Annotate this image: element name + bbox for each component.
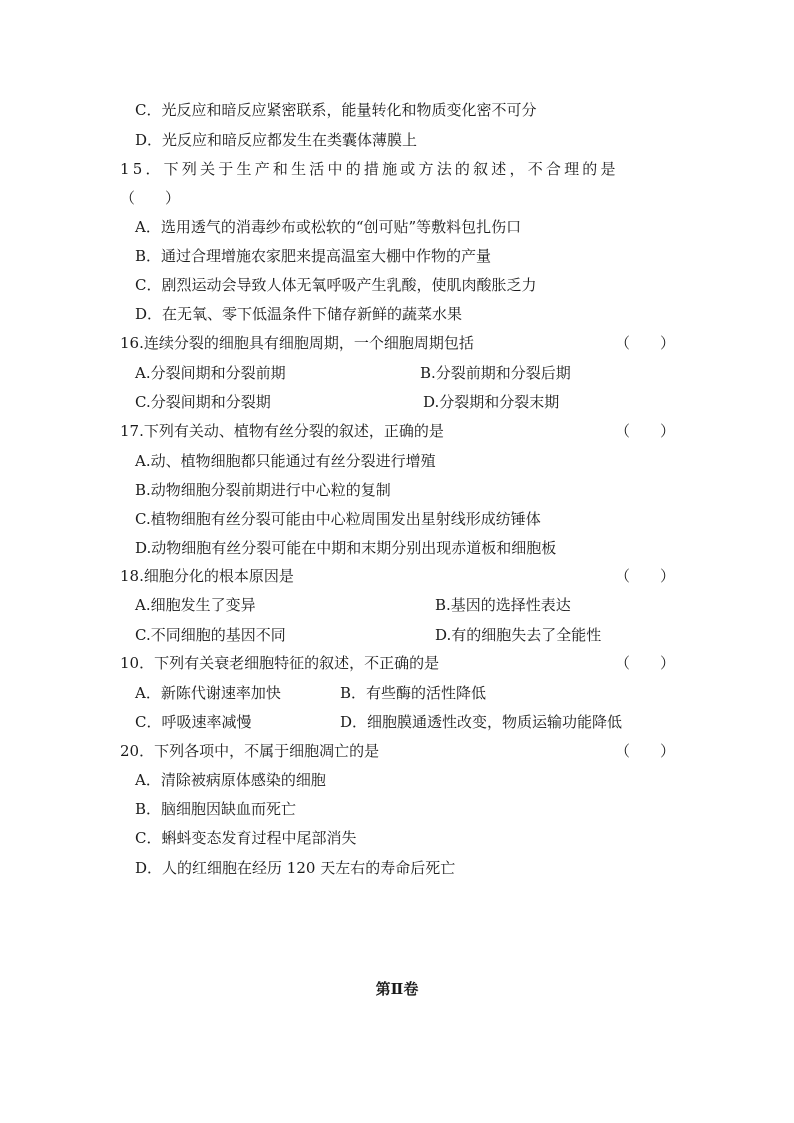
q19-option-a: A．新陈代谢速率加快 bbox=[135, 684, 281, 702]
q17-option-d: D.动物细胞有丝分裂可能在中期和末期分别出现赤道板和细胞板 bbox=[135, 539, 557, 557]
q17-option-b: B.动物细胞分裂前期进行中心粒的复制 bbox=[135, 481, 391, 499]
q20-option-b: B．脑细胞因缺血而死亡 bbox=[135, 800, 297, 818]
q14-option-c: C．光反应和暗反应紧密联系，能量转化和物质变化密不可分 bbox=[135, 101, 537, 119]
q17-option-c: C.植物细胞有丝分裂可能由中心粒周围发出星射线形成纺锤体 bbox=[135, 510, 541, 528]
q16-option-b: B.分裂前期和分裂后期 bbox=[420, 364, 571, 382]
q16-option-c: C.分裂间期和分裂期 bbox=[135, 393, 271, 411]
q15-option-a: A．选用透气的消毒纱布或松软的“创可贴”等敷料包扎伤口 bbox=[135, 218, 522, 236]
q16-stem: 16.连续分裂的细胞具有细胞周期，一个细胞周期包括 bbox=[120, 334, 474, 352]
q14-option-d: D．光反应和暗反应都发生在类囊体薄膜上 bbox=[135, 131, 418, 149]
q20-answer-paren: （ ） bbox=[615, 742, 676, 760]
q19-stem: 10．下列有关衰老细胞特征的叙述，不正确的是 bbox=[120, 654, 440, 672]
q20-option-c: C．蝌蚪变态发育过程中尾部消失 bbox=[135, 829, 357, 847]
q19-option-c: C．呼吸速率减慢 bbox=[135, 713, 252, 731]
q17-stem: 17.下列有关动、植物有丝分裂的叙述，正确的是 bbox=[120, 422, 444, 440]
q18-answer-paren: （ ） bbox=[615, 567, 676, 585]
q17-answer-paren: （ ） bbox=[615, 422, 676, 440]
q18-option-d: D.有的细胞失去了全能性 bbox=[435, 626, 602, 644]
q19-answer-paren: （ ） bbox=[615, 654, 676, 672]
q18-option-a: A.细胞发生了变异 bbox=[135, 596, 256, 614]
q20-option-d: D．人的红细胞在经历 120 天左右的寿命后死亡 bbox=[135, 859, 456, 877]
section-title: 第Ⅱ卷 bbox=[375, 980, 419, 998]
q18-stem: 18.细胞分化的根本原因是 bbox=[120, 567, 294, 585]
q16-option-a: A.分裂间期和分裂前期 bbox=[135, 364, 286, 382]
q19-option-b: B．有些酶的活性降低 bbox=[340, 684, 487, 702]
q15-stem: 15．下列关于生产和生活中的措施或方法的叙述，不合理的是 bbox=[120, 160, 619, 178]
q17-option-a: A.动、植物细胞都只能通过有丝分裂进行增殖 bbox=[135, 452, 436, 470]
q16-option-d: D.分裂期和分裂末期 bbox=[423, 393, 560, 411]
q18-option-b: B.基因的选择性表达 bbox=[435, 596, 571, 614]
q15-option-d: D．在无氧、零下低温条件下储存新鲜的蔬菜水果 bbox=[135, 305, 463, 323]
q16-answer-paren: （ ） bbox=[615, 334, 676, 352]
q15-option-c: C．剧烈运动会导致人体无氧呼吸产生乳酸，使肌肉酸胀乏力 bbox=[135, 276, 537, 294]
q19-option-d: D．细胞膜通透性改变，物质运输功能降低 bbox=[340, 713, 623, 731]
q15-option-b: B．通过合理增施农家肥来提高温室大棚中作物的产量 bbox=[135, 247, 492, 265]
q20-stem: 20．下列各项中，不属于细胞凋亡的是 bbox=[120, 742, 380, 760]
q15-answer-paren: （ ） bbox=[120, 189, 181, 207]
q18-option-c: C.不同细胞的基因不同 bbox=[135, 626, 286, 644]
q20-option-a: A．清除被病原体感染的细胞 bbox=[135, 771, 326, 789]
